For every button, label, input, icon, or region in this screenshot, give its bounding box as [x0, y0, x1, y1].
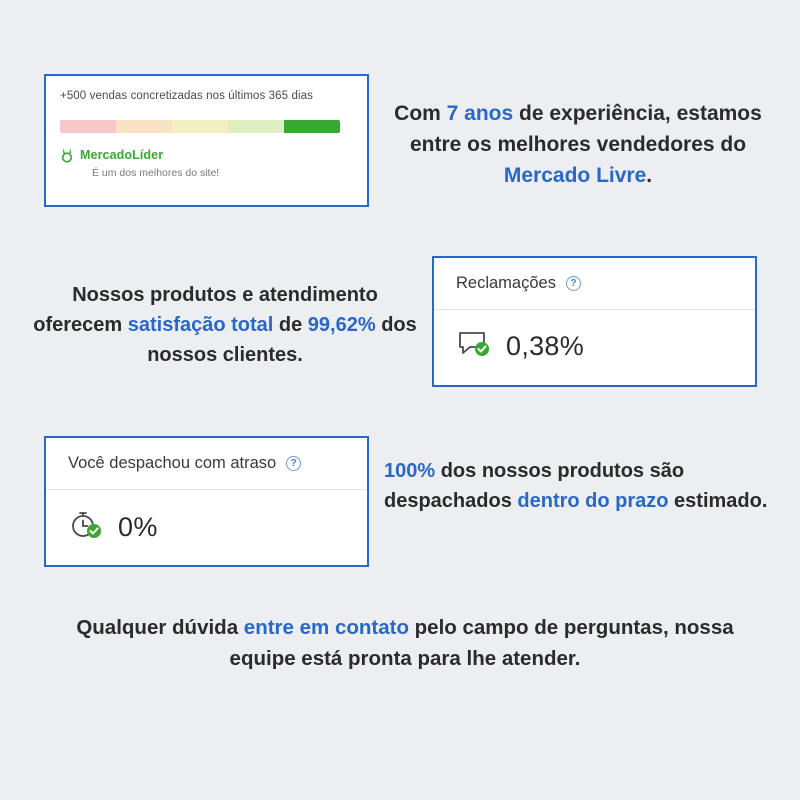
- dispatch-text: [384, 456, 774, 516]
- satisfaction-highlight-total: satisfação total: [127, 314, 274, 336]
- reputation-thermometer: [60, 120, 340, 133]
- satisfaction-text-part1: Nossos produtos e atendimento oferecem: [33, 284, 378, 336]
- thermometer-segment-red: [60, 120, 116, 133]
- thermometer-segment-orange: [116, 120, 172, 133]
- experience-text-part3: .: [646, 164, 653, 187]
- thermometer-segment-light-green: [228, 120, 284, 133]
- experience-text: [378, 98, 778, 191]
- satisfaction-text: [30, 280, 420, 370]
- mercadolider-badge-row: [60, 147, 353, 163]
- experience-text-part1: Com: [394, 102, 447, 125]
- contact-text-part2: pelo campo de perguntas, nossa equipe está pronta para lhe atender.: [229, 616, 734, 670]
- dispatch-card-title: Você despachou com atraso: [68, 454, 277, 472]
- dispatch-highlight-percent: 100%: [384, 460, 436, 482]
- experience-highlight-years: 7 anos: [446, 102, 514, 125]
- help-icon[interactable]: ?: [566, 276, 581, 291]
- claims-value: 0,38%: [506, 331, 585, 361]
- claims-card-metric: [434, 310, 755, 363]
- dispatch-highlight-prazo: dentro do prazo: [517, 490, 669, 512]
- satisfaction-highlight-percent: 99,62%: [307, 314, 376, 336]
- mercadolider-card: [44, 74, 369, 207]
- contact-text-part1: Qualquer dúvida: [76, 616, 244, 639]
- chat-check-icon: [458, 330, 492, 363]
- help-icon[interactable]: ?: [286, 456, 301, 471]
- contact-highlight-link: entre em contato: [243, 616, 409, 639]
- claims-card: [432, 256, 757, 387]
- mercadolider-subtitle: É um dos melhores do site!: [92, 167, 220, 179]
- dispatch-text-part1: dos nossos produtos são despachados: [384, 460, 685, 512]
- dispatch-card: [44, 436, 369, 567]
- thermometer-segment-green: [284, 120, 340, 133]
- satisfaction-text-part3: dos nossos clientes.: [147, 314, 417, 366]
- claims-card-header: [434, 258, 755, 310]
- thermometer-segment-yellow: [172, 120, 228, 133]
- dispatch-value: 0%: [118, 512, 158, 542]
- dispatch-card-header: [46, 438, 367, 490]
- satisfaction-text-part2: de: [273, 314, 308, 336]
- contact-text: [60, 612, 750, 674]
- sales-count-label: +500 vendas concretizadas nos últimos 365 dias: [60, 90, 313, 102]
- mercadolider-label: MercadoLíder: [80, 148, 164, 162]
- experience-highlight-marketplace: Mercado Livre: [503, 164, 647, 187]
- medal-icon: [60, 147, 74, 163]
- experience-text-part2: de experiência, estamos entre os melhores vendedores do: [409, 102, 762, 156]
- claims-card-title: Reclamações: [456, 274, 556, 292]
- dispatch-text-part2: estimado.: [668, 490, 768, 512]
- clock-check-icon: [70, 510, 104, 545]
- dispatch-card-metric: [46, 490, 367, 545]
